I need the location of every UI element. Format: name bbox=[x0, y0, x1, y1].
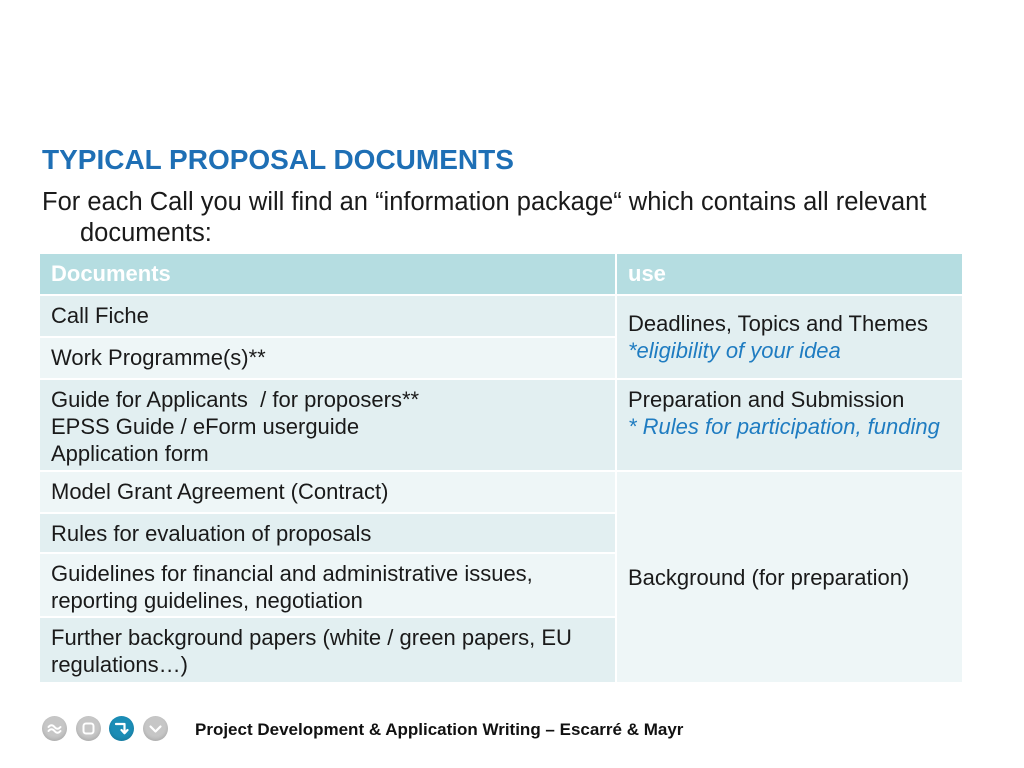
chevron-down-icon bbox=[143, 716, 168, 741]
table-header-use-label: use bbox=[628, 261, 666, 286]
document-label: Further background papers (white / green papers, EU regulations…) bbox=[51, 625, 572, 677]
use-cell-background bbox=[617, 472, 962, 682]
table-row-evaluation-rules bbox=[40, 514, 615, 552]
document-label: Guide for Applicants / for proposers** bbox=[51, 387, 420, 412]
table-header-use bbox=[617, 254, 962, 294]
use-note: *eligibility of your idea bbox=[628, 338, 841, 363]
use-note: * Rules for participation, funding bbox=[628, 414, 940, 439]
table-row-work-programme bbox=[40, 338, 615, 378]
return-arrow-icon bbox=[109, 716, 134, 741]
document-label: Model Grant Agreement (Contract) bbox=[51, 479, 389, 504]
table-row-call-fiche bbox=[40, 296, 615, 336]
use-label: Preparation and Submission bbox=[628, 387, 905, 412]
document-label: Call Fiche bbox=[51, 303, 149, 328]
use-label: Deadlines, Topics and Themes bbox=[628, 311, 929, 336]
document-label: EPSS Guide / eForm userguide bbox=[51, 414, 360, 439]
table-row-guidelines bbox=[40, 554, 615, 616]
use-cell-deadlines bbox=[617, 296, 962, 378]
intro-text: For each Call you will find an “information package“ which contains all relevant documents: bbox=[42, 188, 927, 247]
table-header-documents bbox=[40, 254, 615, 294]
footer-text: Project Development & Application Writing – Escarré & Mayr bbox=[195, 720, 684, 739]
slide-title: TYPICAL PROPOSAL DOCUMENTS bbox=[42, 144, 514, 175]
document-label: Guidelines for financial and administrative issues, reporting guidelines, negotiation bbox=[51, 561, 533, 613]
table-row-background-papers bbox=[40, 618, 615, 682]
document-label: Application form bbox=[51, 441, 209, 466]
use-label: Background (for preparation) bbox=[628, 564, 910, 590]
documents-table bbox=[40, 254, 962, 682]
document-label: Work Programme(s)** bbox=[51, 345, 266, 370]
table-row-guides bbox=[40, 380, 615, 470]
document-label: Rules for evaluation of proposals bbox=[51, 521, 372, 546]
wave-icon bbox=[42, 716, 67, 741]
square-icon bbox=[76, 716, 101, 741]
use-cell-preparation bbox=[617, 380, 962, 470]
table-header-documents-label: Documents bbox=[51, 261, 171, 286]
table-row-model-grant-agreement bbox=[40, 472, 615, 512]
